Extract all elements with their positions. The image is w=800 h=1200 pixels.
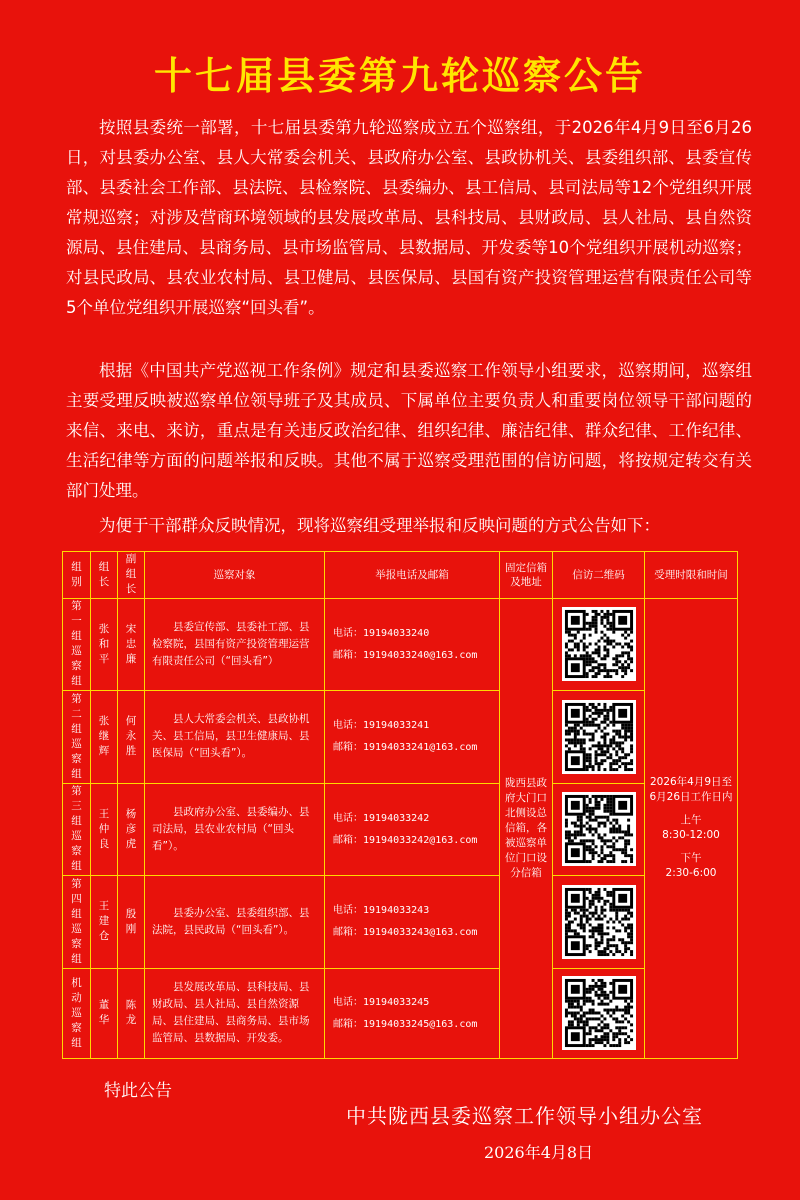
email-address[interactable]: 邮箱：19194033243@163.com <box>333 927 478 939</box>
phone-number[interactable]: 电话：19194033243 <box>333 905 430 917</box>
mailbox-location: 陇西县政府大门口北侧设总信箱，各被巡察单位门口设分信箱 <box>500 598 553 1058</box>
leader-name: 董华 <box>91 968 118 1058</box>
table-row <box>63 968 738 1058</box>
header-target: 巡察对象 <box>145 552 325 599</box>
morning-hours: 8:30-12:00 <box>662 829 720 842</box>
email-address[interactable]: 邮箱：19194033241@163.com <box>333 742 478 754</box>
acceptance-time <box>645 598 738 1058</box>
table-row <box>63 598 738 690</box>
header-leader: 组长 <box>91 552 118 599</box>
phone-number[interactable]: 电话：19194033242 <box>333 812 430 824</box>
deputy-name: 宋忠廉 <box>118 598 145 690</box>
qr-code-icon[interactable] <box>562 792 636 866</box>
qr-code-cell <box>553 598 645 690</box>
inspection-target: 县政府办公室、县委编办、县司法局，县农业农村局（“回头看”）。 <box>145 783 325 875</box>
deputy-name: 何永胜 <box>118 691 145 783</box>
header-qr: 信访二维码 <box>553 552 645 599</box>
group-name: 第四组巡察组 <box>63 876 91 968</box>
morning-label: 上午 <box>680 814 702 827</box>
group-name: 第二组巡察组 <box>63 691 91 783</box>
email-address[interactable]: 邮箱：19194033240@163.com <box>333 649 478 661</box>
closing-notice: 特此公告 <box>104 1081 172 1101</box>
qr-code-cell <box>553 691 645 783</box>
issue-date: 2026年4月8日 <box>484 1143 594 1162</box>
group-name: 第三组巡察组 <box>63 783 91 875</box>
announcement-paragraph-2: 根据《中国共产党巡视工作条例》规定和县委巡察工作领导小组要求，巡察期间，巡察组主要受理反映被巡察单位领导班子及其成员、下属单位主要负责人和重要岗位领导干部问题的来信、来电、来访，重点是有关违反政治纪律、组织纪律、廉洁纪律、群众纪律、工作纪律、生活纪律等方面的问题举报和反映。其他不属于巡察受理范围的信访问题，将按规定转交有关部门处理。 <box>66 361 752 500</box>
leader-name: 王仲良 <box>91 783 118 875</box>
contact-info <box>325 968 500 1058</box>
phone-number[interactable]: 电话：19194033241 <box>333 720 430 732</box>
qr-code-cell <box>553 876 645 968</box>
header-contact: 举报电话及邮箱 <box>325 552 500 599</box>
group-name: 第一组巡察组 <box>63 598 91 690</box>
deputy-name: 杨彦虎 <box>118 783 145 875</box>
phone-number[interactable]: 电话：19194033240 <box>333 627 430 639</box>
group-name: 机动巡察组 <box>63 968 91 1058</box>
table-row <box>63 876 738 968</box>
inspection-target: 县发展改革局、县科技局、县财政局、县人社局、县自然资源局、县住建局、县商务局、县市场监管局、县数据局、开发委。 <box>145 968 325 1058</box>
phone-number[interactable]: 电话：19194033245 <box>333 996 430 1008</box>
inspection-target: 县委办公室、县委组织部、县法院，县民政局（“回头看”）。 <box>145 876 325 968</box>
header-time: 受理时限和时间 <box>645 552 738 599</box>
inspection-group-table <box>62 551 738 1059</box>
afternoon-hours: 2:30-6:00 <box>665 867 717 880</box>
deputy-name: 殷刚 <box>118 876 145 968</box>
announcement-paragraph-3: 为便于干部群众反映情况，现将巡察组受理举报和反映问题的方式公告如下： <box>99 516 660 535</box>
header-deputy: 副组长 <box>118 552 145 599</box>
leader-name: 张和平 <box>91 598 118 690</box>
contact-info <box>325 783 500 875</box>
header-group: 组别 <box>63 552 91 599</box>
inspection-target: 县委宣传部、县委社工部、县检察院，县国有资产投资管理运营有限责任公司（“回头看”） <box>145 598 325 690</box>
issuing-organization: 中共陇西县委巡察工作领导小组办公室 <box>346 1104 703 1128</box>
page-title: 十七届县委第九轮巡察公告 <box>153 53 646 98</box>
qr-code-cell <box>553 968 645 1058</box>
contact-info <box>325 598 500 690</box>
announcement-paragraph-1: 按照县委统一部署，十七届县委第九轮巡察成立五个巡察组，于2026年4月9日至6月26日，对县委办公室、县人大常委会机关、县政府办公室、县政协机关、县委组织部、县委宣传部、县委社会工作部、县法院、县检察院、县委编办、县工信局、县司法局等12个党组织开展常规巡察；对涉及营商环境领域的县发展改革局、县科技局、县财政局、县人社局、县自然资源局、县住建局、县商务局、县市场监管局、县数据局、开发委等10个党组织开展机动巡察；对县民政局、县农业农村局、县卫健局、县医保局、县国有资产投资管理运营有限责任公司等5个单位党组织开展巡察“回头看”。 <box>66 118 752 317</box>
table-row <box>63 691 738 783</box>
qr-code-cell <box>553 783 645 875</box>
leader-name: 王建仓 <box>91 876 118 968</box>
inspection-target: 县人大常委会机关、县政协机关、县工信局，县卫生健康局、县医保局（“回头看”）。 <box>145 691 325 783</box>
email-address[interactable]: 邮箱：19194033242@163.com <box>333 834 478 846</box>
qr-code-icon[interactable] <box>562 885 636 959</box>
leader-name: 张继辉 <box>91 691 118 783</box>
deputy-name: 陈龙 <box>118 968 145 1058</box>
table-header-row <box>63 552 738 599</box>
qr-code-icon[interactable] <box>562 700 636 774</box>
qr-code-icon[interactable] <box>562 607 636 681</box>
afternoon-label: 下午 <box>680 852 702 865</box>
table-row <box>63 783 738 875</box>
contact-info <box>325 691 500 783</box>
header-mailbox: 固定信箱及地址 <box>500 552 553 599</box>
contact-info <box>325 876 500 968</box>
qr-code-icon[interactable] <box>562 976 636 1050</box>
time-range: 2026年4月9日至6月26日工作日内 <box>649 776 733 804</box>
email-address[interactable]: 邮箱：19194033245@163.com <box>333 1018 478 1030</box>
